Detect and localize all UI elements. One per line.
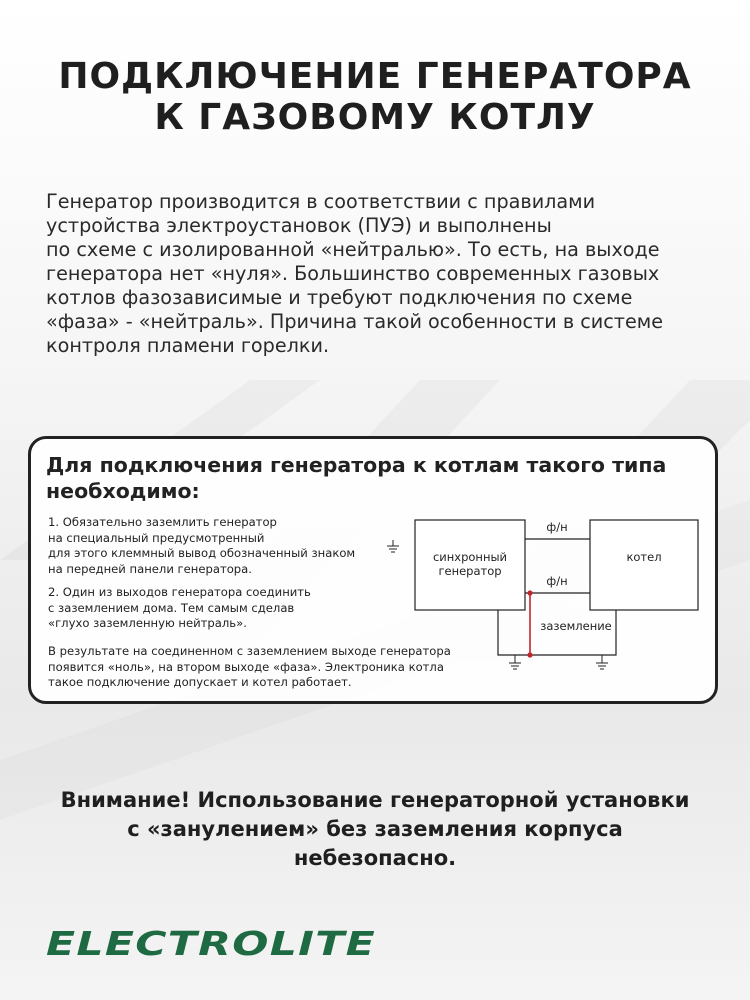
boiler-label: котел: [626, 550, 662, 564]
generator-label-line1: синхронный: [432, 550, 508, 564]
logo-text: ELECTROLITE: [46, 924, 376, 963]
page-title-line-2: К ГАЗОВОМУ КОТЛУ: [154, 97, 596, 138]
wire-top-label: ф/н: [546, 520, 568, 534]
instructions-heading: Для подключения генератора к котлам такого типа необходимо:: [46, 453, 667, 503]
page-title-line-1: ПОДКЛЮЧЕНИЕ ГЕНЕРАТОРА: [58, 56, 692, 97]
wire-bottom-label: ф/н: [546, 574, 568, 588]
link-node-top: [527, 590, 532, 595]
ground-label: заземление: [540, 619, 612, 633]
wiring-diagram: [380, 505, 710, 685]
warning-text: Внимание! Использование генераторной установки с «занулением» без заземления корпуса небезопасно.: [60, 788, 690, 870]
boiler-box: [590, 520, 698, 610]
intro-paragraph: Генератор производится в соответствии с правилами устройства электроустановок (ПУЭ) и выполнены по схеме с изолированной «нейтралью». То есть, на выходе генератора нет «нуля». Большинство современных газовых котлов фазозависимые и требуют подключения по схеме «фаза» - «нейтраль». Причина такой особенности в системе контроля пламени горелки.: [46, 190, 664, 357]
step-1-text: 1. Обязательно заземлить генератор на специальный предусмотренный для этого клеммный вывод обозначенный знаком на передней панели генератора.: [48, 515, 356, 576]
ground-right-icon: [596, 655, 608, 669]
electrolite-logo: [46, 920, 386, 964]
link-node-bottom: [527, 652, 532, 657]
ground-left-icon: [509, 655, 521, 669]
step-2-text: 2. Один из выходов генератора соединить с заземлением дома. Тем самым сделав «глухо заземленную нейтраль».: [48, 585, 311, 630]
generator-label-line2: генератор: [438, 564, 502, 578]
result-text: В результате на соединенном с заземлением выходе генератора появится «ноль», на втором выходе «фаза». Электроника котла такое подключение допускает и котел работает.: [48, 644, 451, 689]
